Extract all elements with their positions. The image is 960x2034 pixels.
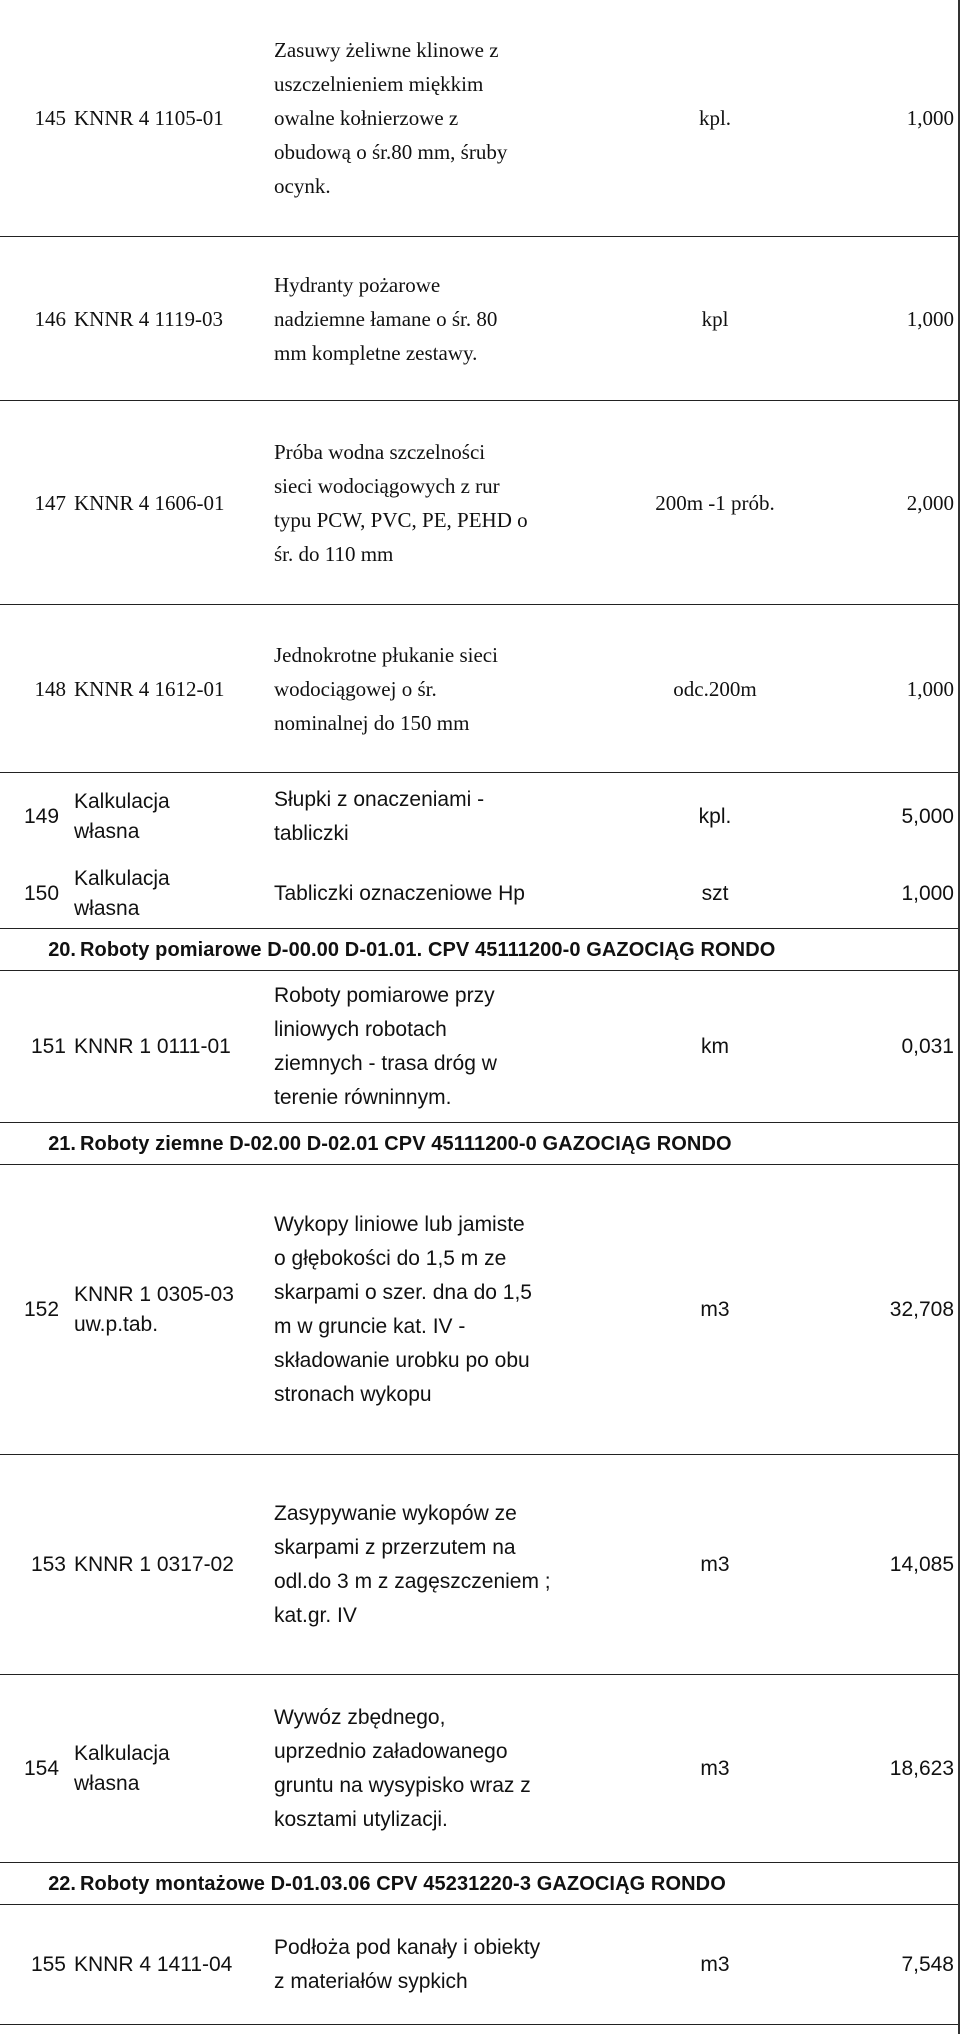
description-line: o głębokości do 1,5 m ze	[274, 1247, 507, 1270]
description-line: Zasuwy żeliwne klinowe z	[274, 38, 499, 62]
item-number: 148	[34, 676, 66, 701]
unit: odc.200m	[673, 676, 757, 701]
description-line: nominalnej do 150 mm	[274, 711, 470, 735]
item-description	[272, 1456, 632, 1674]
description-line: terenie równinnym.	[274, 1086, 452, 1109]
description-line: owalne kołnierzowe z	[274, 106, 459, 130]
description-line: ziemnych - trasa dróg w	[274, 1052, 497, 1075]
unit: kpl.	[698, 805, 732, 828]
item-number: 145	[34, 105, 66, 130]
description-line: Próba wodna szczelności	[274, 440, 486, 464]
quantity: 1,000	[906, 676, 954, 701]
table-row	[0, 774, 960, 860]
unit: m3	[700, 1757, 730, 1780]
description-line: liniowych robotach	[274, 1018, 447, 1041]
item-description	[272, 774, 632, 860]
item-number: 154	[24, 1757, 60, 1780]
quantity: 1,000	[906, 105, 954, 130]
table-row	[0, 1456, 960, 1675]
description-line: nadziemne łamane o śr. 80	[274, 307, 498, 331]
description-line: skarpami z przerzutem na	[274, 1536, 516, 1559]
table-row	[0, 860, 960, 929]
item-description	[272, 402, 632, 604]
table-row	[0, 972, 960, 1123]
item-number: 147	[34, 490, 66, 515]
description-line: Zasypywanie wykopów ze	[274, 1502, 517, 1525]
unit: kpl	[701, 306, 729, 331]
quantity: 32,708	[889, 1298, 954, 1321]
table-row	[0, 1166, 960, 1455]
description-line: Słupki z onaczeniami -	[274, 788, 485, 811]
item-description	[272, 860, 632, 928]
description-line: ocynk.	[274, 174, 331, 198]
table-row	[0, 0, 960, 237]
section-number: 20.	[48, 938, 76, 961]
description-line: sieci wodociągowych z rur	[274, 474, 500, 498]
item-number: 149	[24, 805, 60, 828]
unit: 200m -1 prób.	[655, 490, 775, 515]
catalog-code: KNNR 4 1411-04	[74, 1953, 233, 1976]
catalog-code: KNNR 1 0317-02	[74, 1553, 234, 1576]
item-description	[272, 1676, 632, 1862]
description-line: skarpami o szer. dna do 1,5	[274, 1281, 532, 1304]
catalog-code	[72, 1676, 268, 1862]
table-row	[0, 238, 960, 401]
description-line: Wykopy liniowe lub jamiste	[274, 1213, 525, 1236]
quantity: 0,031	[901, 1035, 954, 1058]
description-line: Podłoża pod kanały i obiekty	[274, 1936, 541, 1959]
code-line: Kalkulacja	[74, 790, 170, 813]
description-line: gruntu na wysypisko wraz z	[274, 1774, 531, 1797]
unit: szt	[701, 882, 729, 905]
item-description	[272, 238, 632, 400]
description-line: tabliczki	[274, 822, 349, 845]
section-header	[0, 930, 960, 971]
item-number: 155	[30, 1953, 66, 1976]
description-line: uszczelnieniem miękkim	[274, 72, 484, 96]
code-line: własna	[74, 1772, 140, 1795]
item-number: 153	[30, 1553, 66, 1576]
description-line: odl.do 3 m z zagęszczeniem ;	[274, 1570, 551, 1593]
table-row	[0, 1906, 960, 2025]
section-title: Roboty pomiarowe D-00.00 D-01.01. CPV 45111200-0 GAZOCIĄG RONDO	[80, 938, 776, 961]
description-line: typu PCW, PVC, PE, PEHD o	[274, 508, 528, 532]
description-line: Jednokrotne płukanie sieci	[274, 643, 498, 667]
item-description	[272, 1166, 632, 1454]
catalog-code: KNNR 4 1105-01	[74, 106, 224, 130]
description-line: stronach wykopu	[274, 1383, 432, 1406]
item-description	[272, 1906, 632, 2024]
unit: m3	[700, 1553, 730, 1576]
item-description	[272, 972, 632, 1122]
section-title: Roboty montażowe D-01.03.06 CPV 45231220-3 GAZOCIĄG RONDO	[80, 1872, 726, 1895]
description-line: obudową o śr.80 mm, śruby	[274, 140, 508, 164]
code-line: własna	[74, 820, 140, 843]
description-line: kat.gr. IV	[274, 1604, 357, 1627]
description-line: uprzednio załadowanego	[274, 1740, 508, 1763]
item-description	[272, 0, 632, 236]
description-line: z materiałów sypkich	[274, 1970, 468, 1993]
description-line: Roboty pomiarowe przy	[274, 984, 495, 1007]
section-number: 21.	[48, 1132, 76, 1155]
quantity: 1,000	[906, 306, 954, 331]
description-line: mm kompletne zestawy.	[274, 341, 478, 365]
description-line: Tabliczki oznaczeniowe Hp	[274, 882, 525, 905]
quantity: 1,000	[901, 882, 954, 905]
item-number: 152	[24, 1298, 60, 1321]
unit: m3	[700, 1298, 730, 1321]
description-line: kosztami utylizacji.	[274, 1808, 448, 1831]
catalog-code: KNNR 4 1612-01	[74, 677, 225, 701]
unit: kpl.	[698, 105, 732, 130]
quantity: 2,000	[906, 490, 954, 515]
item-number: 146	[34, 306, 66, 331]
description-line: składowanie urobku po obu	[274, 1349, 530, 1372]
code-line: Kalkulacja	[74, 1742, 170, 1765]
code-line: własna	[74, 897, 140, 920]
unit: m3	[700, 1953, 730, 1976]
table-row	[0, 402, 960, 605]
item-number: 150	[24, 882, 60, 905]
quantity: 14,085	[889, 1553, 954, 1576]
unit: km	[701, 1035, 729, 1058]
description-line: Hydranty pożarowe	[274, 273, 441, 297]
code-line: KNNR 1 0305-03	[74, 1283, 234, 1306]
quantity: 5,000	[901, 805, 954, 828]
section-header	[0, 1864, 960, 1905]
description-line: Wywóz zbędnego,	[274, 1706, 446, 1729]
table-row	[0, 1676, 960, 1863]
code-line: Kalkulacja	[74, 867, 170, 890]
table-row	[0, 606, 960, 773]
item-description	[272, 606, 632, 772]
section-number: 22.	[48, 1872, 76, 1895]
quantity: 18,623	[889, 1757, 954, 1780]
description-line: m w gruncie kat. IV -	[274, 1315, 466, 1338]
catalog-code: KNNR 4 1606-01	[74, 491, 225, 515]
catalog-code	[72, 1166, 268, 1454]
section-header	[0, 1124, 960, 1165]
quantity: 7,548	[901, 1953, 954, 1976]
section-title: Roboty ziemne D-02.00 D-02.01 CPV 45111200-0 GAZOCIĄG RONDO	[80, 1132, 732, 1155]
item-number: 151	[30, 1035, 66, 1058]
description-line: wodociągowej o śr.	[274, 677, 437, 701]
catalog-code	[72, 860, 268, 928]
catalog-code	[72, 774, 268, 860]
catalog-code: KNNR 4 1119-03	[74, 307, 223, 331]
code-line: uw.p.tab.	[74, 1313, 159, 1336]
description-line: śr. do 110 mm	[274, 542, 394, 566]
catalog-code: KNNR 1 0111-01	[74, 1035, 231, 1058]
